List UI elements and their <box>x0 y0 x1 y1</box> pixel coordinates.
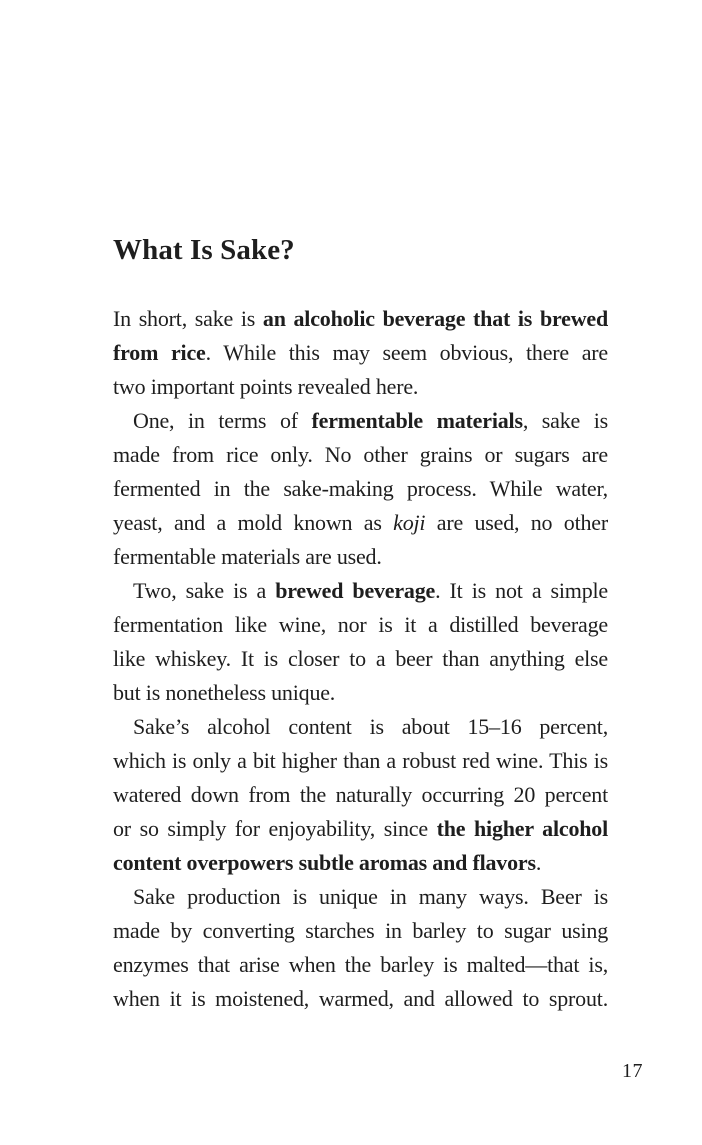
text-line <box>113 506 608 540</box>
text-run: which is only a bit higher than a robust red wine. This is <box>113 748 608 773</box>
text-run: In short, sake is <box>113 306 263 331</box>
text-run: fermentation like wine, nor is it a distilled beverage <box>113 612 608 637</box>
text-line <box>113 336 608 370</box>
text-line <box>113 574 608 608</box>
page-number: 17 <box>622 1060 643 1082</box>
text-line <box>113 370 608 404</box>
text-run: made by converting starches in barley to sugar using <box>113 918 608 943</box>
bold-text-run: fermentable materials <box>311 408 523 433</box>
text-run: fermented in the sake-making process. While water, <box>113 476 608 501</box>
text-run: are used, no other <box>425 510 608 535</box>
text-run: like whiskey. It is closer to a beer than anything else <box>113 646 608 671</box>
text-run: but is nonetheless unique. <box>113 680 336 705</box>
text-line <box>113 812 608 846</box>
text-line <box>113 948 608 982</box>
bold-text-run: brewed beverage <box>275 578 436 603</box>
body-text <box>113 302 608 1016</box>
text-run: . While this may seem obvious, there are <box>205 340 608 365</box>
text-run: or so simply for enjoyability, since <box>113 816 437 841</box>
text-run: . It is not a simple <box>435 578 608 603</box>
text-line <box>113 472 608 506</box>
bold-text-run: content overpowers subtle aromas and flavors <box>113 850 536 875</box>
text-run: fermentable materials are used. <box>113 544 382 569</box>
text-run: watered down from the naturally occurring 20 percent <box>113 782 608 807</box>
text-line <box>113 642 608 676</box>
text-run: Sake’s alcohol content is about 15–16 percent, <box>133 714 608 739</box>
text-run: when it is moistened, warmed, and allowed to sprout. <box>113 986 608 1011</box>
text-line <box>113 540 608 574</box>
text-run: enzymes that arise when the barley is malted—that is, <box>113 952 608 977</box>
page-title: What Is Sake? <box>113 234 295 266</box>
italic-text-run: koji <box>393 510 426 535</box>
text-run: two important points revealed here. <box>113 374 419 399</box>
text-line <box>113 676 608 710</box>
text-line <box>113 914 608 948</box>
text-line <box>113 846 608 880</box>
text-line <box>113 608 608 642</box>
text-run: Sake production is unique in many ways. Beer is <box>133 884 608 909</box>
text-run: One, in terms of <box>133 408 312 433</box>
text-run: . <box>535 850 542 875</box>
text-line <box>113 302 608 336</box>
text-line <box>113 744 608 778</box>
text-run: Two, sake is a <box>133 578 276 603</box>
text-run: made from rice only. No other grains or sugars are <box>113 442 608 467</box>
text-line <box>113 778 608 812</box>
bold-text-run: the higher alcohol <box>436 816 608 841</box>
text-run: yeast, and a mold known as <box>113 510 394 535</box>
text-line <box>113 404 608 438</box>
text-line <box>113 710 608 744</box>
text-line <box>113 880 608 914</box>
text-run: , sake is <box>522 408 608 433</box>
bold-text-run: from rice <box>113 340 206 365</box>
text-line <box>113 982 608 1016</box>
bold-text-run: an alcoholic beverage that is brewed <box>262 306 608 331</box>
text-line <box>113 438 608 472</box>
